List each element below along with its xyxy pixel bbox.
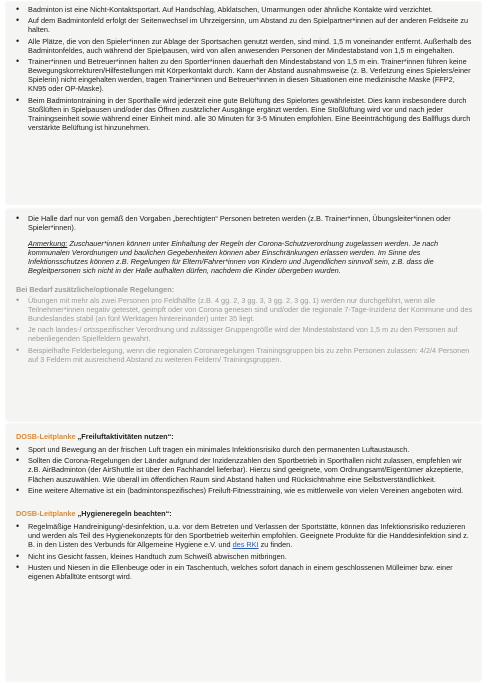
list-item: • Die Halle darf nur von gemäß den Vorgaben „berechtigten“ Personen betreten werden (z.B. Trainer*innen, Übungsleiter*innen oder Spieler*innen). [10,214,473,232]
list-item: • Husten und Niesen in die Ellenbeuge oder in ein Taschentuch, welches sofort danach in einem geschlossenen Mülleimer bzw. einer eigenen Abfalltüte entsorgt wird. [10,563,473,581]
note-text: Zuschauer*innen können unter Einhaltung der Regeln der Corona-Schutzverordnung zugelassen werden. Je nach kommunalen Verordnungen und baulichen Gegebenheiten können aber Einschränkungen erlassen werden. Im Sinne des Infektionsschutzes können z.B. Regelungen für Eltern/Fahrer*innen von Kindern und Jugendlichen sinnvoll sein, z.B. dass die Begleitpersonen sich nicht in der Halle aufhalten dürfen, nachdem die Kinder übergeben wurden. [28,239,439,276]
list-item: • Übungen mit mehr als zwei Personen pro Feldhälfte (z.B. 4 gg. 2, 3 gg. 3, 3 gg. 2, 3 gg. 1) werden nur durchgeführt, wenn alle Teilnehmer*innen negativ getestet, geimpft oder von Corona genesen sind und/oder die regionale 7-Tage-Inzidenz der Kommune und des Bundeslandes stabil (an fünf Werktagen hintereinander) unter 35 liegt. [10,296,473,323]
list-item: • Nicht ins Gesicht fassen, kleines Handtuch zum Schweiß abwischen mitbringen. [10,552,473,561]
list-item: • Eine weitere Alternative ist ein (badmintonspezifisches) Freiluft-Fitnesstraining, wie es mittlerweile von vielen Vereinen angeboten wird. [10,486,473,495]
rules-panel-distance [6,2,481,204]
list-item: • Sport und Bewegung an der frischen Luft tragen ein minimales Infektionsrisiko durch den permanenten Luftaustausch. [10,445,473,454]
list-item: • Beim Badmintontraining in der Sporthalle wird jederzeit eine gute Belüftung des Spielortes gewährleistet. Dies kann insbesondere durch Stoßlüften in Spielpausen und/oder das Öffnen zusätzlicher Ausgänge ergänzt werden. Eine Stoßlüftung wird vor und nach jeder Trainingseinheit sowie während einer Einheit mind. alle 30 Minuten für 3-5 Minuten empfohlen. Eine Beeinträchtigung des Ballflugs durch verstärkte Belüftung ist hinzunehmen. [10,96,473,132]
rki-link[interactable]: des RKI [232,540,259,550]
section-title-hygiene: DOSB-Leitplanke „Hygieneregeln beachten“: [16,508,172,518]
list-item: • Alle Plätze, die von den Spieler*innen zur Ablage der Sportsachen genutzt werden, sind mind. 1,5 m voneinander entfernt. Außerhalb des Badmintonfeldes, auch während der Spielpausen, wird von allen anwesenden Personen der Mindestabstand von 1,5 m eingehalten. [10,37,473,55]
list-item: • Sollten die Corona-Regelungen der Länder aufgrund der Inzidenzzahlen den Sportbetrieb in Sporthallen nicht zulassen, empfehlen wir z.B. AirBadminton (der AirShuttle ist über den Fachhandel lieferbar). Hierzu sind geeignete, vom Ordnungsamt/Eigentümer akzeptierte, Flächen auszuwählen. Wie überall im öffentlichen Raum sind Abstand halten und Rücksichtnahme eine Selbstverständlichkeit. [10,456,473,483]
section-title-outdoor: DOSB-Leitplanke „Freiluftaktivitäten nutzen“: [16,432,174,441]
note-label: Anmerkung: [28,239,68,249]
rules-panel-dosb [6,424,481,681]
optional-rules-header: Bei Bedarf zusätzliche/optionale Regelungen: [16,284,175,294]
optional-rules-list [10,296,473,364]
list-item: • Regelmäßige Handreinigung/-desinfektion, u.a. vor dem Betreten und Verlassen der Sportstätte, können das Infektionsrisiko reduzieren und werden als Teil des Hygienekonzepts für den Sportbetrieb weiterhin empfohlen. Geeignete Produkte für die Handdesinfektion sind z. B. in den Listen des Verbunds für Allgemeine Hygiene e.V. und des RKI zu finden. [10,522,473,549]
dosb-tag: DOSB-Leitplanke [16,432,76,441]
list-item: • Je nach landes-/ ortsspezifischer Verordnung und zulässiger Gruppengröße wird der Mindestabstand von 1,5 m zu den Personen auf nebenliegenden Spielfeldern gewahrt. [10,325,473,343]
spectator-note [28,239,467,275]
rules-panel-access [6,209,481,421]
distance-rules-list [10,5,473,132]
list-item: • Beispielhafte Felderbelegung, wenn die regionalen Coronaregelungen Trainingsgruppen bis zu zehn Personen zulassen: 4/2/4 Personen auf 3 Feldern mit ausreichend Abstand zu weiteren Feldern/ Trainingsgruppen. [10,346,473,364]
access-rules-list [10,214,473,232]
outdoor-list [6,445,473,495]
hygiene-list [6,522,473,581]
dosb-tag: DOSB-Leitplanke [16,508,76,518]
list-item: • Badminton ist eine Nicht-Kontaktsportart. Auf Handschlag, Abklatschen, Umarmungen oder ähnliche Kontakte wird verzichtet. [10,5,473,14]
list-item: • Trainer*innen und Betreuer*innen halten zu den Sportler*innen dauerhaft den Mindestabstand von 1,5 m ein. Trainer*innen führen keine Bewegungskorrekturen/Hilfestellungen mit Körperkontakt durch. Kann der Abstand ausnahmsweise (z. B. Verletzung eines Spielers/einer Spielerin) nicht eingehalten werden, tragen Trainer*innen und Betreuer*innen in diesen Situationen eine medizinische Maske (FFP2, KN95 oder OP-Maske). [10,57,473,93]
list-item: • Auf dem Badmintonfeld erfolgt der Seitenwechsel im Uhrzeigersinn, um Abstand zu den Spielpartner*innen auf der anderen Feldseite zu halten. [10,16,473,34]
